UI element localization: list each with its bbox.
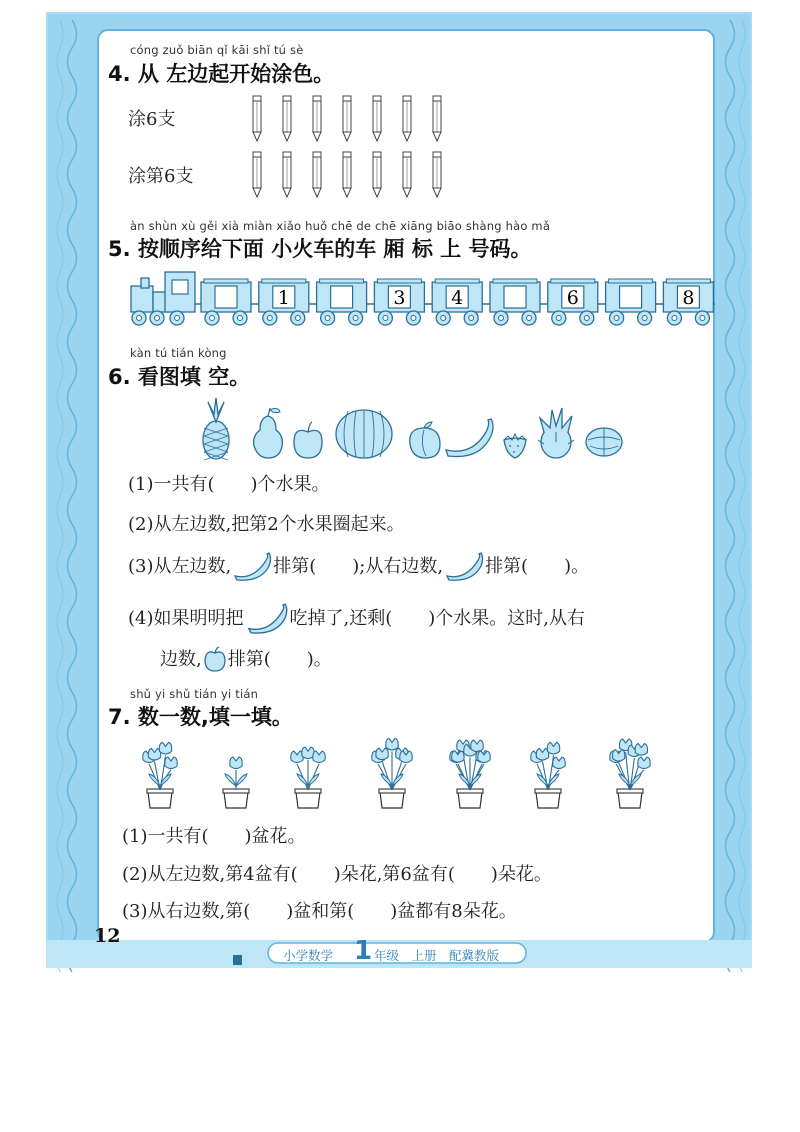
train-car[interactable] bbox=[490, 279, 540, 325]
q6-line-5 bbox=[160, 645, 332, 674]
pencil-icon[interactable] bbox=[403, 96, 411, 141]
q4-row1-label: 涂6支 bbox=[128, 109, 176, 130]
q7-pinyin: shǔ yi shǔ tián yi tián bbox=[130, 687, 259, 701]
q6-title: 6. 看图填 空。 bbox=[108, 365, 251, 389]
flower-pot[interactable] bbox=[223, 757, 249, 808]
pencil-icon[interactable] bbox=[253, 152, 261, 197]
q6-line-3-c: 排第( )。 bbox=[485, 556, 590, 577]
q6-line-2: (2)从左边数,把第2个水果圈起来。 bbox=[128, 514, 405, 535]
pencil-icon[interactable] bbox=[313, 96, 321, 141]
q6-line-4 bbox=[128, 603, 585, 635]
footer-grade-number: 1 bbox=[354, 936, 373, 966]
pencil-icon[interactable] bbox=[373, 96, 381, 141]
flower-pot[interactable] bbox=[531, 742, 565, 808]
q7-title: 7. 数一数,填一填。 bbox=[108, 705, 293, 729]
train-car[interactable] bbox=[374, 279, 424, 325]
train-car-number: 1 bbox=[277, 287, 290, 309]
pencil-icon[interactable] bbox=[403, 152, 411, 197]
train-car-number: 3 bbox=[393, 287, 406, 309]
flower-pot[interactable] bbox=[372, 738, 412, 808]
q6-line-3-a: (3)从左边数, bbox=[128, 556, 232, 577]
q6-line-3 bbox=[128, 552, 589, 582]
pencil-group bbox=[246, 94, 456, 144]
dragonfruit-icon[interactable] bbox=[538, 408, 574, 458]
q6-line-1: (1)一共有( )个水果。 bbox=[128, 474, 330, 495]
flower-pot[interactable] bbox=[143, 742, 177, 808]
apple-icon bbox=[202, 646, 228, 674]
q4-title: 4. 从 左边起开始涂色。 bbox=[108, 62, 335, 86]
train-car[interactable] bbox=[201, 279, 251, 325]
page-number: 12 bbox=[94, 925, 121, 947]
q6-line-3-b: 排第( );从右边数, bbox=[273, 556, 444, 577]
pencil-icon[interactable] bbox=[373, 152, 381, 197]
q7-line-1: (1)一共有( )盆花。 bbox=[122, 826, 306, 847]
strawberry-icon[interactable] bbox=[504, 434, 526, 458]
q4-row2-label: 涂第6支 bbox=[128, 166, 194, 187]
flower-row bbox=[140, 738, 680, 812]
train-car-number: 6 bbox=[566, 287, 579, 309]
train-car[interactable] bbox=[663, 279, 713, 325]
pencil-icon[interactable] bbox=[343, 96, 351, 141]
banana-icon bbox=[231, 552, 273, 582]
pencil-icon[interactable] bbox=[283, 152, 291, 197]
train-car-number: 4 bbox=[451, 287, 464, 309]
flower-pot[interactable] bbox=[610, 739, 650, 808]
q6-line-5-a: 边数, bbox=[160, 649, 202, 670]
peach-icon[interactable] bbox=[410, 422, 440, 458]
q7-line-3: (3)从右边数,第( )盆和第( )盆都有8朵花。 bbox=[122, 901, 517, 922]
footer-grade-info: 年级 上册 配冀教版 bbox=[374, 948, 500, 963]
q6-line-4-a: (4)如果明明把 bbox=[128, 608, 244, 629]
q5-title: 5. 按顺序给下面 小火车的车 厢 标 上 号码。 bbox=[108, 237, 532, 261]
banana-icon bbox=[244, 603, 290, 635]
banana-icon bbox=[443, 552, 485, 582]
q6-pinyin: kàn tú tián kòng bbox=[130, 346, 227, 360]
train-car[interactable] bbox=[548, 279, 598, 325]
train-car[interactable] bbox=[317, 279, 367, 325]
pencil-icon[interactable] bbox=[433, 96, 441, 141]
footer-subject: 小学数学 bbox=[283, 948, 334, 963]
melon-icon[interactable] bbox=[586, 428, 622, 456]
q4-pinyin: cóng zuǒ biān qǐ kāi shǐ tú sè bbox=[130, 43, 304, 57]
pencil-icon[interactable] bbox=[433, 152, 441, 197]
pencil-icon[interactable] bbox=[343, 152, 351, 197]
flower-pot[interactable] bbox=[450, 740, 490, 808]
pencil-row-1 bbox=[246, 94, 456, 148]
train-engine-icon bbox=[131, 272, 195, 325]
q6-line-4-b: 吃掉了,还剩( )个水果。这时,从右 bbox=[289, 608, 585, 629]
pear-icon[interactable] bbox=[254, 408, 283, 458]
flower-pot[interactable] bbox=[291, 747, 325, 808]
pencil-row-2 bbox=[246, 150, 456, 204]
train-illustration bbox=[125, 266, 715, 328]
pencil-icon[interactable] bbox=[283, 96, 291, 141]
train-car-number: 8 bbox=[682, 287, 695, 309]
fruit-row bbox=[196, 396, 636, 462]
watermelon-icon[interactable] bbox=[336, 410, 392, 458]
pineapple-icon[interactable] bbox=[203, 398, 229, 460]
q5-pinyin: àn shùn xù gěi xià miàn xiǎo huǒ chē de chē xiāng biāo shàng hào mǎ bbox=[130, 219, 551, 233]
q6-line-5-b: 排第( )。 bbox=[227, 649, 332, 670]
q7-line-2: (2)从左边数,第4盆有( )朵花,第6盆有( )朵花。 bbox=[122, 864, 552, 885]
train-car[interactable] bbox=[606, 279, 656, 325]
train-car[interactable] bbox=[259, 279, 309, 325]
banana-icon[interactable] bbox=[446, 419, 493, 457]
pencil-icon[interactable] bbox=[313, 152, 321, 197]
pencil-icon[interactable] bbox=[253, 96, 261, 141]
apple-icon[interactable] bbox=[294, 422, 322, 458]
pencil-group bbox=[246, 150, 456, 200]
train-car[interactable] bbox=[432, 279, 482, 325]
